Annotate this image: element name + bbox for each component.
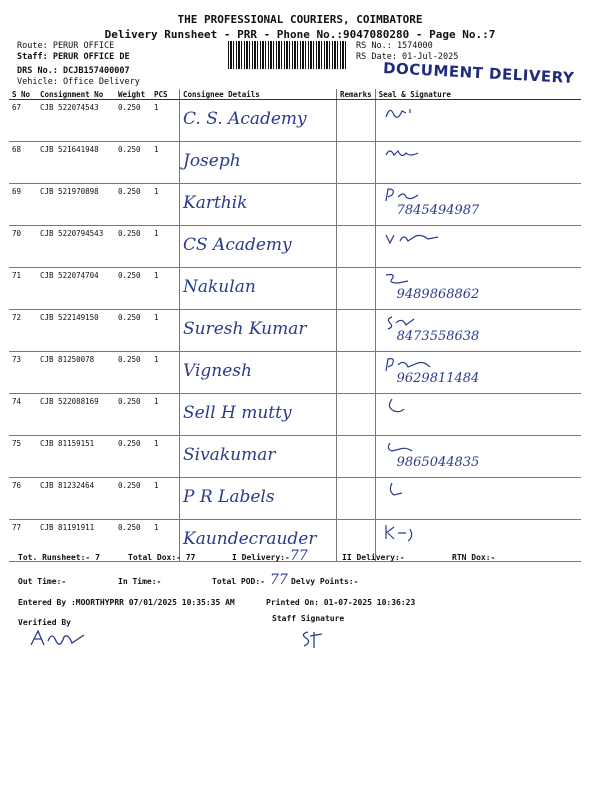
consignment-cell: CJB 522149150	[37, 310, 115, 352]
sno-cell: 77	[9, 520, 37, 562]
sno-cell: 75	[9, 436, 37, 478]
company-title: THE PROFESSIONAL COURIERS, COIMBATORE	[177, 13, 423, 26]
vehicle: Vehicle: Office Delivery	[17, 77, 140, 87]
sno-cell: 72	[9, 310, 37, 352]
document-delivery-stamp: DOCUMENT DELIVERY	[382, 59, 575, 87]
signature-scribble	[379, 481, 449, 501]
consignee-name: Karthik	[183, 193, 248, 213]
remarks-cell	[337, 142, 376, 184]
signature-cell	[375, 226, 581, 268]
table-body	[9, 100, 581, 562]
consignment-cell: CJB 521970898	[37, 184, 115, 226]
phone-number: 9629811484	[396, 371, 480, 386]
staff-signature-label: Staff Signature	[272, 614, 345, 623]
entered-by: Entered By :MOORTHYPRR 07/01/2025 10:35:35 AM	[18, 598, 235, 607]
signature-cell	[375, 478, 581, 520]
signature-cell	[375, 436, 581, 478]
phone-number: 8473558638	[396, 329, 480, 344]
consignment-cell: CJB 81191911	[37, 520, 115, 562]
consignment-cell: CJB 522088169	[37, 394, 115, 436]
pcs-cell: 1	[151, 184, 180, 226]
table-row	[9, 100, 581, 142]
weight-cell: 0.250	[115, 226, 151, 268]
staff: Staff: PERUR OFFICE DE	[17, 52, 130, 62]
consignee-name: Kaundecrauder	[183, 529, 317, 549]
table-row	[9, 226, 581, 268]
table-row	[9, 268, 581, 310]
pcs-cell: 1	[151, 478, 180, 520]
in-time: In Time:-	[118, 577, 162, 586]
verified-by: Verified By	[18, 618, 71, 627]
consignment-cell: CJB 81250078	[37, 352, 115, 394]
sno-cell: 67	[9, 100, 37, 142]
pcs-cell: 1	[151, 520, 180, 562]
weight-cell: 0.250	[115, 142, 151, 184]
col-pcs: PCS	[151, 89, 180, 100]
remarks-cell	[337, 394, 376, 436]
weight-cell: 0.250	[115, 394, 151, 436]
signature-scribble	[379, 145, 449, 165]
consignee-cell	[180, 436, 337, 478]
consignee-cell	[180, 100, 337, 142]
consignee-name: Sivakumar	[183, 445, 276, 465]
remarks-cell	[337, 478, 376, 520]
pcs-cell: 1	[151, 352, 180, 394]
signature-cell	[375, 352, 581, 394]
out-time: Out Time:-	[18, 577, 67, 586]
total-dox: Total Dox:- 77	[128, 553, 196, 562]
sno-cell: 69	[9, 184, 37, 226]
consignment-cell: CJB 522074543	[37, 100, 115, 142]
consignment-cell: CJB 521641948	[37, 142, 115, 184]
consignee-name: C. S. Academy	[183, 109, 307, 129]
delvy-points: Delvy Points:-	[291, 577, 359, 586]
col-signature: Seal & Signature	[375, 89, 581, 100]
sno-cell: 76	[9, 478, 37, 520]
consignee-cell	[180, 352, 337, 394]
consignee-cell	[180, 394, 337, 436]
pcs-cell: 1	[151, 436, 180, 478]
col-consignee: Consignee Details	[180, 89, 337, 100]
staff-signature	[296, 628, 326, 650]
remarks-cell	[337, 352, 376, 394]
consignee-cell	[180, 142, 337, 184]
sno-cell: 70	[9, 226, 37, 268]
consignee-cell	[180, 184, 337, 226]
pcs-cell: 1	[151, 100, 180, 142]
table-row	[9, 352, 581, 394]
consignee-cell	[180, 268, 337, 310]
weight-cell: 0.250	[115, 520, 151, 562]
barcode	[228, 41, 348, 69]
signature-scribble	[379, 523, 449, 543]
weight-cell: 0.250	[115, 310, 151, 352]
pcs-cell: 1	[151, 142, 180, 184]
weight-cell: 0.250	[115, 478, 151, 520]
signature-cell	[375, 142, 581, 184]
i-delivery-label: I Delivery:-	[232, 553, 290, 562]
remarks-cell	[337, 100, 376, 142]
signature-cell	[375, 268, 581, 310]
sno-cell: 68	[9, 142, 37, 184]
phone-number: 7845494987	[396, 203, 480, 218]
sno-cell: 73	[9, 352, 37, 394]
consignee-name: CS Academy	[183, 235, 292, 255]
consignment-cell: CJB 81159151	[37, 436, 115, 478]
weight-cell: 0.250	[115, 436, 151, 478]
pcs-cell: 1	[151, 310, 180, 352]
consignee-name: Nakulan	[183, 277, 256, 297]
col-consignment: Consignment No	[37, 89, 115, 100]
consignee-cell	[180, 310, 337, 352]
remarks-cell	[337, 268, 376, 310]
table-row	[9, 184, 581, 226]
remarks-cell	[337, 226, 376, 268]
consignee-cell	[180, 226, 337, 268]
signature-cell	[375, 310, 581, 352]
remarks-cell	[337, 436, 376, 478]
consignment-cell: CJB 81232464	[37, 478, 115, 520]
runsheet-table	[9, 89, 581, 562]
consignment-cell: CJB 522074704	[37, 268, 115, 310]
remarks-cell	[337, 184, 376, 226]
weight-cell: 0.250	[115, 268, 151, 310]
weight-cell: 0.250	[115, 352, 151, 394]
col-sno: S No	[9, 89, 37, 100]
pcs-cell: 1	[151, 394, 180, 436]
col-remarks: Remarks	[337, 89, 376, 100]
ii-delivery: II Delivery:-	[342, 553, 405, 562]
total-pod-value: 77	[270, 572, 288, 588]
runsheet-subtitle: Delivery Runsheet - PRR - Phone No.:9047080280 - Page No.:7	[104, 28, 496, 41]
table-row	[9, 478, 581, 520]
remarks-cell	[337, 310, 376, 352]
i-delivery-value: 77	[290, 548, 308, 564]
consignment-cell: CJB 5220794543	[37, 226, 115, 268]
tot-runsheet: Tot. Runsheet:- 7	[18, 553, 100, 562]
phone-number: 9489868862	[396, 287, 480, 302]
consignee-cell	[180, 478, 337, 520]
phone-number: 9865044835	[396, 455, 480, 470]
signature-scribble	[379, 103, 449, 123]
rs-number: RS No.: 1574000	[356, 41, 433, 51]
weight-cell: 0.250	[115, 100, 151, 142]
rs-date: RS Date: 01-Jul-2025	[356, 52, 459, 62]
table-row	[9, 142, 581, 184]
consignee-name: Sell H mutty	[183, 403, 292, 423]
table-row	[9, 394, 581, 436]
pcs-cell: 1	[151, 268, 180, 310]
pcs-cell: 1	[151, 226, 180, 268]
signature-cell	[375, 394, 581, 436]
signature-scribble	[379, 397, 449, 417]
rtn-dox: RTN Dox:-	[452, 553, 496, 562]
table-row	[9, 310, 581, 352]
consignee-name: P R Labels	[183, 487, 275, 507]
consignee-name: Suresh Kumar	[183, 319, 307, 339]
consignee-name: Vignesh	[183, 361, 252, 381]
total-pod-label: Total POD:-	[212, 577, 265, 586]
signature-scribble	[379, 229, 449, 249]
sno-cell: 74	[9, 394, 37, 436]
signature-cell	[375, 100, 581, 142]
table-header-row	[9, 89, 581, 100]
table-row	[9, 436, 581, 478]
verified-signature	[28, 627, 88, 651]
route-info	[17, 41, 140, 88]
printed-on: Printed On: 01-07-2025 10:36:23	[266, 598, 416, 607]
drs-number: DRS No.: DCJB157400007	[17, 66, 130, 76]
weight-cell: 0.250	[115, 184, 151, 226]
sno-cell: 71	[9, 268, 37, 310]
signature-cell	[375, 184, 581, 226]
route: Route: PERUR OFFICE	[17, 41, 115, 51]
col-weight: Weight	[115, 89, 151, 100]
consignee-name: Joseph	[183, 151, 241, 171]
